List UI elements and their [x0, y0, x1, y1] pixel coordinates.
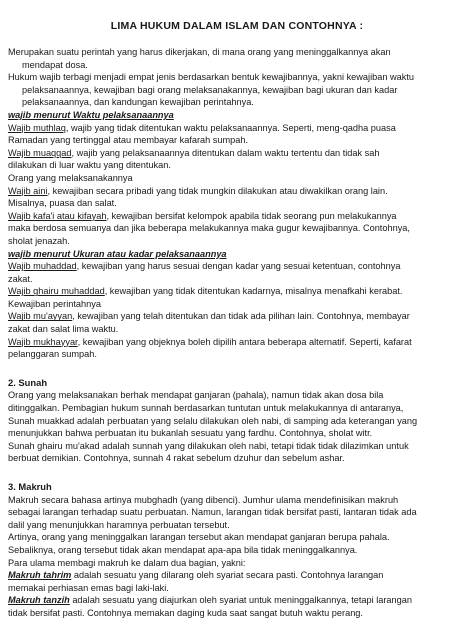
- makruh-text: Sebaliknya, orang tersebut tidak akan mendapat apa-apa bila tidak meninggalkannya.: [8, 544, 358, 555]
- wajib-types-intro: Hukum wajib terbagi menjadi empat jenis berdasarkan bentuk kewajibannya, yakni kewajiban waktu: [8, 72, 415, 83]
- perintah-heading: Kewajiban perintahnya: [8, 298, 101, 309]
- wajib-muaqqad-cont: dilakukan di luar waktu yang ditentukan.: [8, 160, 171, 171]
- wajib-definition-cont: mendapat dosa.: [22, 59, 88, 70]
- term-wajib-ghairu-muhaddad: Wajib ghairu muhaddad: [8, 286, 105, 297]
- term-wajib-mukhayyar: Wajib mukhayyar: [8, 336, 78, 347]
- subheading-waktu: wajib menurut Waktu pelaksanaannya: [8, 109, 174, 120]
- wajib-aini-item: Wajib aini, kewajiban secara pribadi yang tidak mungkin dilakukan atau diwakilkan orang lain.: [8, 185, 388, 196]
- makruh-tahrim-cont: memakai perhiasan emas bagi laki-laki.: [8, 582, 169, 593]
- wajib-ghairu-muhaddad-item: Wajib ghairu muhaddad, kewajiban yang tidak ditentukan kadarnya, misalnya menafkahi kerabat.: [8, 286, 403, 297]
- wajib-muayyan-item: Wajib mu'ayyan, kewajiban yang telah ditentukan dan tidak ada pilihan lain. Contohnya, membayar: [8, 311, 410, 322]
- wajib-types-intro-cont: pelaksanaannya, dan kandungan kewajiban perintahnya.: [22, 97, 254, 108]
- sunah-text: Sunah ghairu mu'akad adalah sunnah yang dilakukan oleh nabi, tetapi tidak tidak dilazimkan untuk: [8, 440, 409, 451]
- term-wajib-muthlaq: Wajib muthlaq: [8, 122, 66, 133]
- sunah-text: berbuat demikian. Contohnya, sunnah 4 rakat sebelum dzuhur dan sebelum ashar.: [8, 453, 345, 464]
- wajib-mukhayyar-cont: pelanggaran sumpah.: [8, 349, 97, 360]
- wajib-mukhayyar-item: Wajib mukhayyar, kewajiban yang objeknya boleh dipilih antara beberapa alternatif. Seperti, kafarat: [8, 336, 412, 347]
- term-wajib-muaqqad: Wajib muaqqad: [8, 147, 72, 158]
- wajib-kafai-cont: sholat jenazah.: [8, 235, 70, 246]
- term-wajib-muhaddad: Wajib muhaddad: [8, 261, 77, 272]
- wajib-muthlaq-item: Wajib muthlaq, wajib yang tidak ditentukan waktu pelaksanaannya. Seperti, meng-qadha puasa: [8, 122, 396, 133]
- term-wajib-aini: Wajib aini: [8, 185, 48, 196]
- wajib-muaqqad-item: Wajib muaqqad, wajib yang pelaksanaannya ditentukan dalam waktu tertentu dan tidak sah: [8, 147, 380, 158]
- page-title: LIMA HUKUM DALAM ISLAM DAN CONTOHNYA :: [110, 20, 364, 32]
- wajib-muthlaq-cont: Ramadan yang tertinggal atau membayar kafarah sumpah.: [8, 135, 249, 146]
- subheading-ukuran: wajib menurut Ukuran atau kadar pelaksanaannya: [8, 248, 227, 259]
- wajib-muayyan-cont: zakat dan salat lima waktu.: [8, 324, 119, 335]
- makruh-text: Artinya, orang yang meninggalkan larangan tersebut akan mendapat ganjaran berupa pahala.: [8, 532, 390, 543]
- wajib-definition: Merupakan suatu perintah yang harus dikerjakan, di mana orang yang meninggalkannya akan: [8, 47, 391, 57]
- makruh-text: Para ulama membagi makruh ke dalam dua bagian, yakni:: [8, 557, 246, 568]
- term-wajib-muayyan: Wajib mu'ayyan: [8, 311, 73, 322]
- wajib-kafai-item: Wajib kafa'i atau kifayah, kewajiban bersifat kelompok apabila tidak seorang pun melakukannya: [8, 210, 397, 221]
- makruh-tahrim-item: Makruh tahrim adalah sesuatu yang dilarang oleh syariat secara pasti. Contohnya larangan: [8, 570, 384, 581]
- wajib-muhaddad-item: Wajib muhaddad, kewajiban yang harus sesuai dengan kadar yang sesuai ketentuan, contohnya: [8, 261, 401, 272]
- makruh-text: dalil yang menunjukkan haramnya perbuatan tersebut.: [8, 519, 230, 530]
- sunah-text: menunjukkan bahwa perbuatan itu bukanlah sesuatu yang fardhu. Contohnya, sholat witr.: [8, 428, 373, 439]
- orang-heading: Orang yang melaksanakannya: [8, 172, 133, 183]
- makruh-tanzih-cont: tidak bersifat pasti. Contohnya memakan daging kuda saat sangat butuh waktu perang.: [8, 607, 363, 618]
- makruh-text: sebagai larangan terhadap suatu perbuatan. Namun, larangan tidak bersifat pasti, lantaran tidak ada: [8, 507, 417, 518]
- sunah-text: Sunah muakkad adalah perbuatan yang selalu dilakukan oleh nabi, di samping ada keterangan yang: [8, 415, 418, 426]
- wajib-aini-cont: Misalnya, puasa dan salat.: [8, 198, 117, 209]
- term-makruh-tanzih: Makruh tanzih: [8, 595, 70, 606]
- sunah-text: Orang yang melaksanakan berhak mendapat ganjaran (pahala), namun tidak akan dosa bila: [8, 390, 384, 401]
- wajib-muhaddad-cont: zakat.: [8, 273, 33, 284]
- makruh-text: Makruh secara bahasa artinya mubghadh (yang dibenci). Jumhur ulama mendefinisikan makruh: [8, 494, 399, 505]
- term-makruh-tahrim: Makruh tahrim: [8, 570, 72, 581]
- wajib-types-intro-cont: pelaksanaannya, kewajiban bagi orang melaksanakannya, kewajiban bagi ukuran dan kadar: [22, 84, 398, 95]
- section-heading-sunah: 2. Sunah: [8, 376, 48, 388]
- sunah-text: ditinggalkan. Pembagian hukum sunnah berdasarkan tuntutan untuk melakukannya di antaranya,: [8, 403, 404, 414]
- section-heading-makruh: 3. Makruh: [8, 481, 52, 492]
- makruh-tanzih-item: Makruh tanzih adalah sesuatu yang diajurkan oleh syariat untuk meninggalkannya, tetapi larangan: [8, 595, 412, 606]
- term-wajib-kafai: Wajib kafa'i atau kifayah: [8, 210, 107, 221]
- wajib-kafai-cont: maka berdosa semuanya dan jika beberapa melakukannya maka gugur kewajibannya. Contohnya,: [8, 223, 410, 234]
